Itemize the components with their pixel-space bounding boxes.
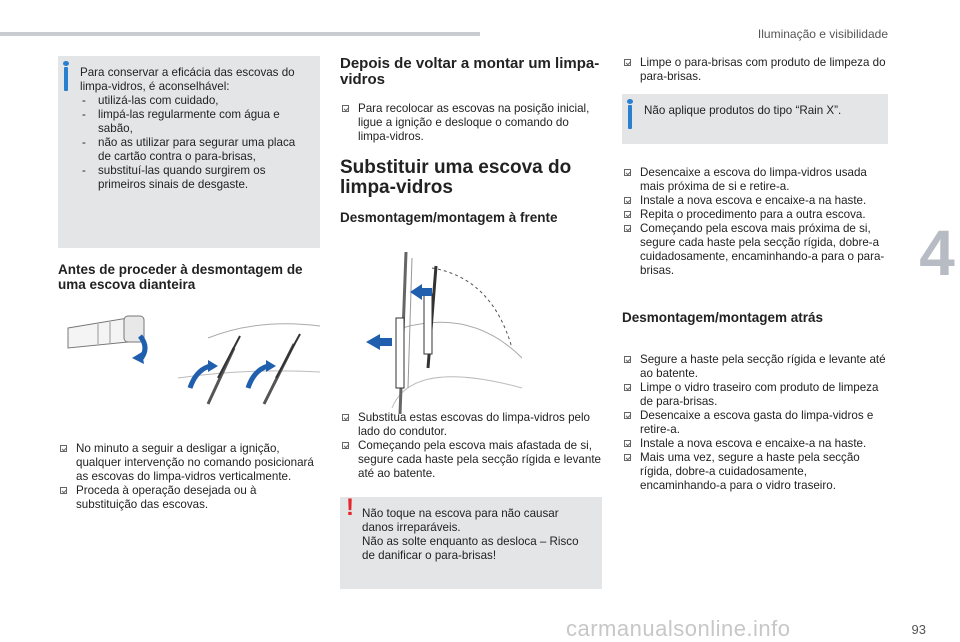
heading-after-refit: Depois de voltar a montar um limpa-vidros (340, 55, 600, 88)
steps-list (58, 442, 320, 512)
list-item: - substituí-las quando surgirem os primeiros sinais de desgaste. (80, 164, 310, 192)
list-item: - limpá-las regularmente com água e sabão, (80, 108, 310, 136)
checkbox-icon (624, 59, 631, 66)
list-item: Para recolocar as escovas na posição inicial, ligue a ignição e desloque o comando do limpa-vidros. (340, 102, 602, 144)
list-item: Substitua estas escovas do limpa-vidros pelo lado do condutor. (340, 411, 602, 439)
wiper-stalk-illustration (58, 308, 320, 418)
list-item: Segure a haste pela secção rígida e levante até ao batente. (622, 353, 888, 381)
steps-list (340, 102, 602, 144)
list-item: Proceda à operação desejada ou à substituição das escovas. (58, 484, 320, 512)
checkbox-icon (624, 211, 631, 218)
list-item: Desencaixe a escova gasta do limpa-vidros e retire-a. (622, 409, 888, 437)
watermark: carmanualsonline.info (566, 616, 791, 641)
checkbox-icon (624, 169, 631, 176)
list-item: Repita o procedimento para a outra escova. (622, 208, 888, 222)
page-number: 93 (911, 622, 926, 637)
care-list (80, 94, 310, 192)
list-item: Instale a nova escova e encaixe-a na haste. (622, 194, 888, 208)
subheading-front: Desmontagem/montagem à frente (340, 210, 558, 225)
warning-line: Não toque na escova para não causar danos irreparáveis. (362, 507, 559, 534)
list-item: Instale a nova escova e encaixe-a na haste. (622, 437, 888, 451)
heading-replace-blade: Substituir uma escova do limpa-vidros (340, 157, 572, 198)
column-3 (622, 56, 888, 493)
checkbox-icon (624, 440, 631, 447)
chapter-number: 4 (919, 217, 955, 289)
info-box-rainx (622, 94, 888, 144)
info-box-care (58, 56, 320, 248)
section-title: Iluminação e visibilidade (757, 27, 888, 41)
checkbox-icon (624, 356, 631, 363)
checkbox-icon (624, 225, 631, 232)
list-item: Desencaixe a escova do limpa-vidros usada mais próxima de si e retire-a. (622, 166, 888, 194)
steps-list (622, 56, 888, 84)
list-item: - não as utilizar para segurar uma placa de cartão contra o para-brisas, (80, 136, 310, 164)
list-item: Limpe o para-brisas com produto de limpeza do para-brisas. (622, 56, 888, 84)
list-item: No minuto a seguir a desligar a ignição, qualquer intervenção no comando posicionará as escovas do limpa-vidros verticalmente. (58, 442, 320, 484)
header-bar (0, 32, 480, 36)
list-item: Começando pela escova mais afastada de si, segure cada haste pela secção rígida e levante até ao batente. (340, 439, 602, 481)
info-text: Não aplique produtos do tipo “Rain X”. (644, 104, 842, 117)
steps-list (622, 166, 888, 278)
list-item: Mais uma vez, segure a haste pela secção rígida, dobre-a cuidadosamente, encaminhando-a para o vidro traseiro. (622, 451, 888, 493)
checkbox-icon (60, 445, 67, 452)
info-icon (64, 67, 68, 91)
checkbox-icon (342, 105, 349, 112)
steps-list (622, 353, 888, 493)
checkbox-icon (342, 414, 349, 421)
checkbox-icon (342, 442, 349, 449)
checkbox-icon (60, 487, 67, 494)
checkbox-icon (624, 384, 631, 391)
front-wiper-illustration (362, 238, 522, 414)
warning-line: Não as solte enquanto as desloca – Risco de danificar o para-brisas! (362, 535, 579, 562)
list-item: - utilizá-las com cuidado, (80, 94, 310, 108)
list-item: Começando pela escova mais próxima de si, segure cada haste pela secção rígida, dobre-a cuidadosamente, encaminhando-a para o para-brisas. (622, 222, 888, 278)
warning-box (340, 494, 602, 589)
checkbox-icon (624, 197, 631, 204)
steps-list (340, 411, 602, 481)
column-1 (58, 56, 320, 512)
checkbox-icon (624, 454, 631, 461)
info-intro: Para conservar a eficácia das escovas do limpa-vidros, é aconselhável: (80, 66, 295, 93)
info-icon (628, 105, 632, 129)
subheading-rear: Desmontagem/montagem atrás (622, 310, 824, 325)
list-item: Limpe o vidro traseiro com produto de limpeza de para-brisas. (622, 381, 888, 409)
checkbox-icon (624, 412, 631, 419)
warning-icon: ! (346, 494, 354, 521)
heading-before-removal: Antes de proceder à desmontagem de uma escova dianteira (58, 262, 303, 292)
